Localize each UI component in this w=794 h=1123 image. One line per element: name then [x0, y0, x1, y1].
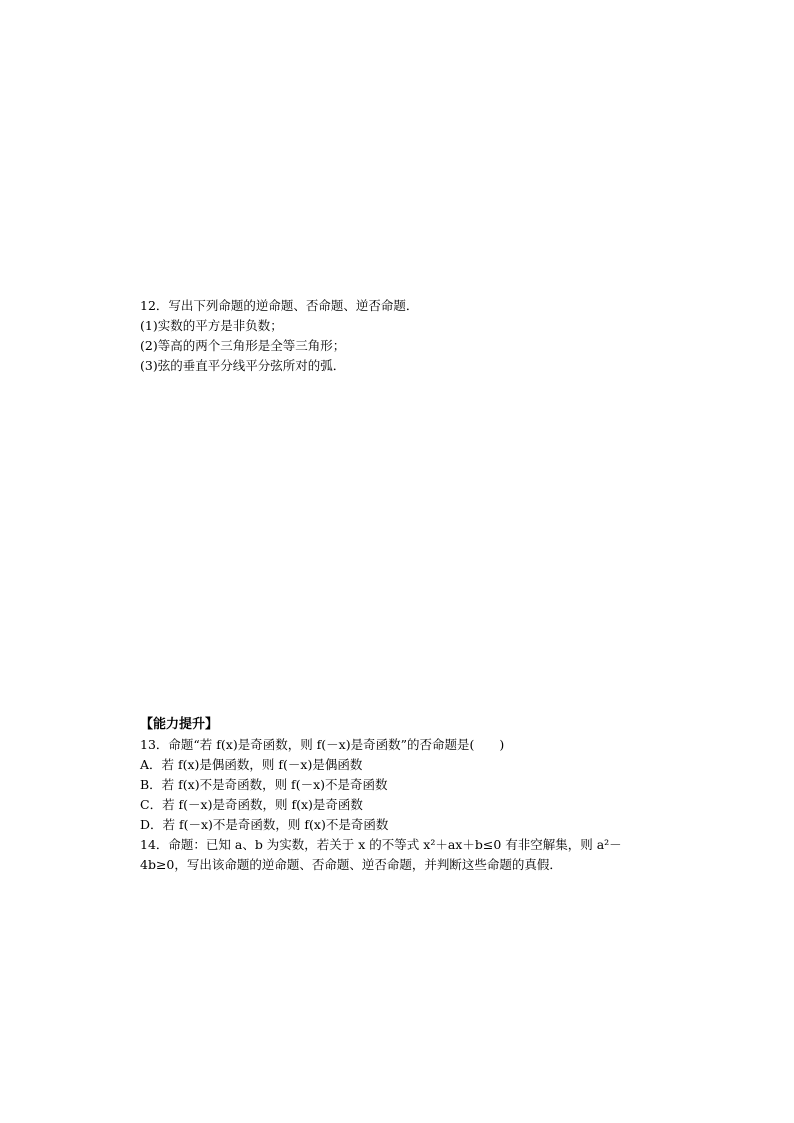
question-13-option-a: A．若 f(x)是偶函数，则 f(－x)是偶函数: [140, 757, 363, 772]
question-13-option-d: D．若 f(－x)不是奇函数，则 f(x)不是奇函数: [140, 817, 389, 832]
question-12-stem: 12．写出下列命题的逆命题、否命题、逆否命题．: [140, 298, 419, 313]
question-12: [140, 296, 680, 376]
question-12-item-3: (3)弦的垂直平分线平分弦所对的弧．: [140, 358, 346, 373]
question-13-option-c: C．若 f(－x)是奇函数，则 f(x)是奇函数: [140, 797, 363, 812]
ability-section: [140, 715, 680, 875]
question-13-stem: 13．命题“若 f(x)是奇函数，则 f(－x)是奇函数”的否命题是( ): [140, 737, 505, 752]
question-14-line-2: 4b≥0，写出该命题的逆命题、否命题、逆否命题，并判断这些命题的真假．: [140, 857, 562, 872]
question-14-line-1: 14．命题：已知 a、b 为实数，若关于 x 的不等式 x²＋ax＋b≤0 有非空解集，则 a²－: [140, 837, 622, 852]
section-title: 【能力提升】: [140, 717, 219, 732]
question-13-option-b: B．若 f(x)不是奇函数，则 f(－x)不是奇函数: [140, 777, 388, 792]
question-12-item-2: (2)等高的两个三角形是全等三角形；: [140, 338, 346, 353]
question-12-item-1: (1)实数的平方是非负数；: [140, 318, 283, 333]
